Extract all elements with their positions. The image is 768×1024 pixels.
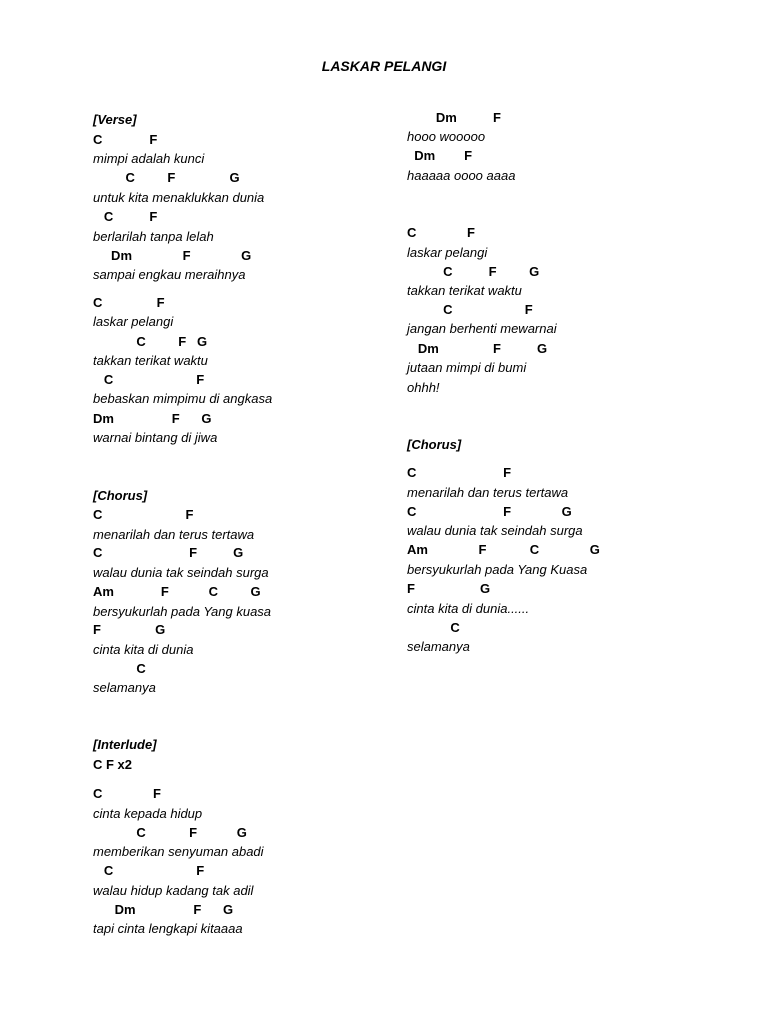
lyric-line: selamanya <box>93 680 156 695</box>
chord-line: Dm F G <box>93 248 252 263</box>
lyric-line: menarilah dan terus tertawa <box>407 485 569 500</box>
lyric-line: walau hidup kadang tak adil <box>93 883 254 898</box>
lyric-line: jutaan mimpi di bumi <box>407 360 527 375</box>
lyric-line: hooo wooooo <box>407 129 486 144</box>
section-heading: [Interlude] <box>93 737 157 752</box>
chord-line: Am F C G <box>93 584 261 599</box>
chord-line: C F x2 <box>93 757 133 772</box>
lyric-line: mimpi adalah kunci <box>93 151 205 166</box>
chord-line: F G <box>93 622 166 637</box>
lyric-line: menarilah dan terus tertawa <box>93 527 255 542</box>
lyric-line: berlarilah tanpa lelah <box>93 229 214 244</box>
chord-line: C F <box>407 302 533 317</box>
lyric-line: bebaskan mimpimu di angkasa <box>93 391 273 406</box>
section-heading: [Chorus] <box>407 437 462 452</box>
lyric-line: cinta kita di dunia <box>93 642 194 657</box>
lyric-line: cinta kepada hidup <box>93 806 203 821</box>
chord-line: C F <box>93 786 161 801</box>
chord-line: Dm F G <box>407 341 548 356</box>
chord-line: C F G <box>407 504 572 519</box>
section-heading: [Verse] <box>93 112 137 127</box>
lyric-line: warnai bintang di jiwa <box>93 430 218 445</box>
section-heading: [Chorus] <box>93 488 148 503</box>
chord-line: C F <box>93 507 194 522</box>
lyric-line: haaaaa oooo aaaa <box>407 168 516 183</box>
chord-line: C F <box>93 372 205 387</box>
chord-line: Am F C G <box>407 542 600 557</box>
chord-line: C <box>93 661 146 676</box>
chord-line: C F G <box>93 334 208 349</box>
chord-line: Dm F <box>407 110 501 125</box>
chord-line: C F <box>93 863 205 878</box>
chord-line: C F <box>93 132 158 147</box>
chord-line: Dm F G <box>93 411 212 426</box>
chord-line: Dm F <box>407 148 473 163</box>
lyric-line: memberikan senyuman abadi <box>93 844 264 859</box>
lyric-line: sampai engkau meraihnya <box>93 267 246 282</box>
chord-line: C F <box>407 225 475 240</box>
chord-line: C F G <box>407 264 540 279</box>
lyric-line: takkan terikat waktu <box>93 353 208 368</box>
lyric-line: ohhh! <box>407 380 440 395</box>
chord-line: C <box>407 620 460 635</box>
lyric-line: untuk kita menaklukkan dunia <box>93 190 265 205</box>
chord-line: F G <box>407 581 491 596</box>
chord-line: C F <box>407 465 512 480</box>
lyric-line: bersyukurlah pada Yang kuasa <box>93 604 272 619</box>
lyric-line: laskar pelangi <box>93 314 174 329</box>
chord-line: C F <box>93 209 158 224</box>
lyric-line: cinta kita di dunia...... <box>407 601 530 616</box>
lyric-line: tapi cinta lengkapi kitaaaa <box>93 921 243 936</box>
song-title: LASKAR PELANGI <box>321 58 447 74</box>
lyric-line: selamanya <box>407 639 470 654</box>
chord-line: Dm F G <box>93 902 234 917</box>
chord-line: C F G <box>93 545 244 560</box>
lyric-line: walau dunia tak seindah surga <box>93 565 269 580</box>
lyric-line: jangan berhenti mewarnai <box>407 321 557 336</box>
lyric-line: walau dunia tak seindah surga <box>407 523 583 538</box>
chord-line: C F G <box>93 825 247 840</box>
lyric-line: bersyukurlah pada Yang Kuasa <box>407 562 588 577</box>
chord-line: C F G <box>93 170 240 185</box>
lyric-line: takkan terikat waktu <box>407 283 522 298</box>
chord-line: C F <box>93 295 165 310</box>
lyric-line: laskar pelangi <box>407 245 488 260</box>
